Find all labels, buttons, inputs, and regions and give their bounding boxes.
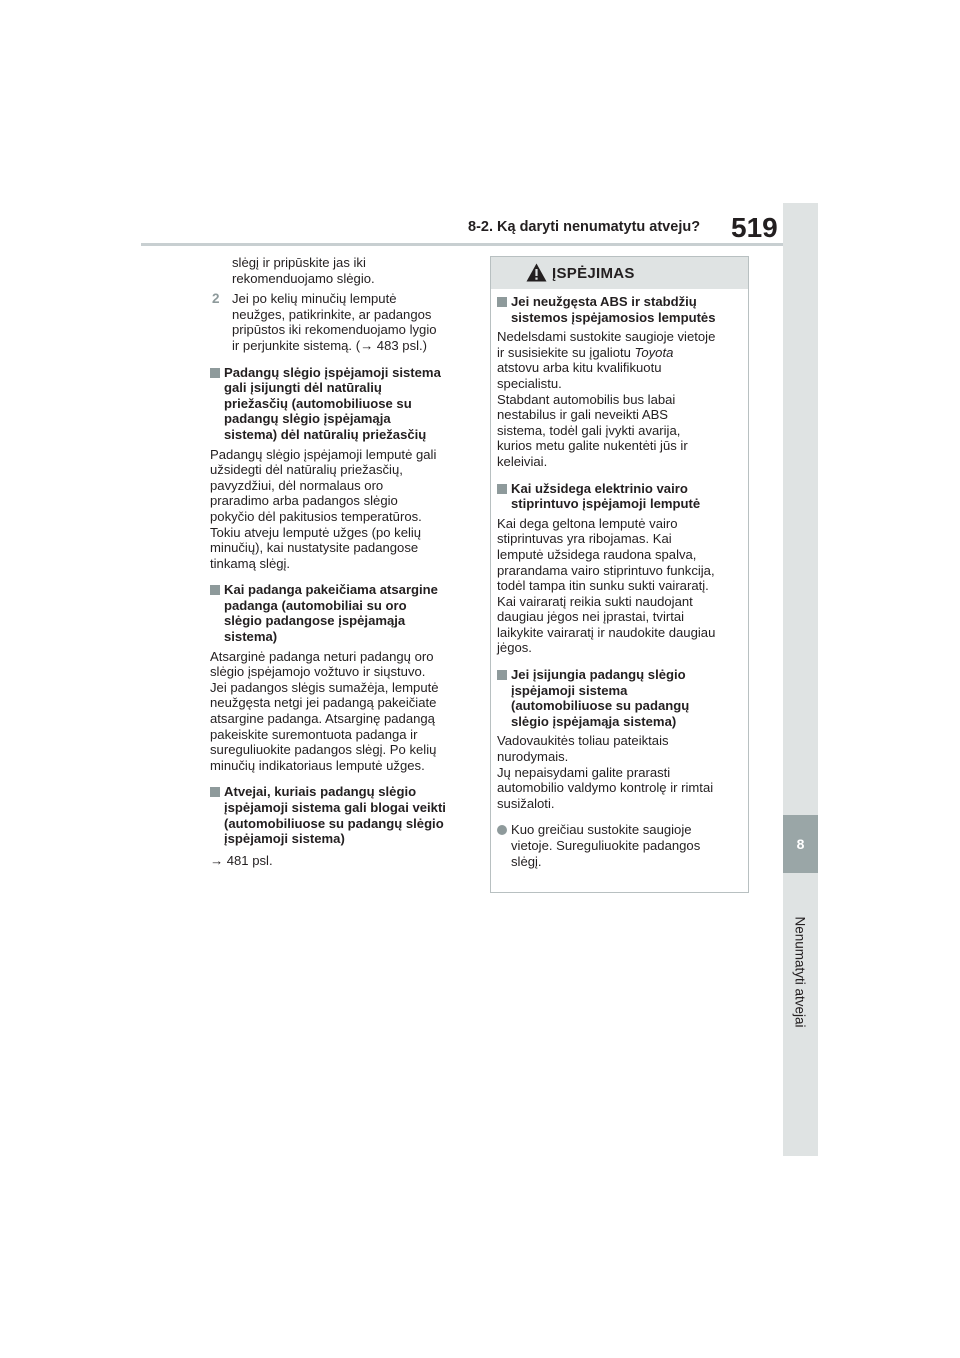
chapter-label: Nenumatyti atvejai — [792, 916, 808, 1028]
warning-item-heading: Kai užsidega elektrinio vairo stiprintuvo įspėjamoji lemputė — [497, 481, 739, 512]
warning-item-heading: Jei įsijungia padangų slėgio įspėjamoji sistema (automobiliuose su padangų slėgio įspėjamąja sistema) — [497, 667, 739, 729]
warning-title: ĮSPĖJIMAS — [552, 265, 635, 282]
square-bullet-icon — [497, 297, 507, 307]
square-bullet-icon — [497, 484, 507, 494]
round-bullet-icon — [497, 825, 507, 835]
warning-header — [491, 257, 748, 289]
section-body: Atsarginė padanga neturi padangų oro slėgio įspėjamojo vožtuvo ir siųstuvo. Jei padangos slėgis sumažėja, lemputė neužgęsta netgi jei padangą pakeičiate atsargine padanga. Atsarginę padangą pakeiskite suremontuota padanga ir sureguliuokite padangos slėgį. Po kelių minučių indikatoriaus lemputė užges. — [210, 648, 439, 773]
step-2: 2 Jei po kelių minučių lemputė neužges, patikrinkite, ar padangos pripūstos iki rekomenduojamo lygio ir perjunkite sistemą. (→ 483 psl.) — [212, 291, 437, 353]
warning-item-body: Vadovaukitės toliau pateiktais nurodymais. Jų nepaisydami galite prarasti automobilio valdymo kontrolę ir rimtai susižaloti. — [497, 733, 714, 811]
warning-item-body: Kai dega geltona lemputė vairo stiprintuvas yra ribojamas. Kai lemputė užsidega raudona spalva, prarandama vairo stiprintuvo funkcija, todėl tampa itin sunku sukti vairaratį. Kai vairaratį reikia sukti naudojant daugiau jėgos nei įprastai, tvirtai laikykite vairaratį ir naudokite daugiau jėgos. — [497, 515, 716, 656]
section-heading: Padangų slėgio įspėjamoji sistema gali įsijungti dėl natūralių priežasčių (automobiliuose su padangų slėgio įspėjamąja sistema) dėl natūralių priežasčių — [210, 365, 470, 443]
warning-body — [497, 291, 739, 869]
step-number: 2 — [212, 291, 220, 307]
continued-text: slėgį ir pripūskite jas iki rekomenduojamo slėgio. — [232, 255, 375, 286]
warning-triangle-icon — [526, 263, 547, 282]
warning-box — [490, 256, 749, 893]
square-bullet-icon — [210, 585, 220, 595]
square-bullet-icon — [210, 787, 220, 797]
section-body: Padangų slėgio įspėjamoji lemputė gali užsidegti dėl natūralių priežasčių, pavyzdžiui, dėl normalaus oro praradimo arba padangos slėgio pokyčio dėl pakitusios temperatūros. Tokiu atveju lemputė užges (po kelių minučių), kai nustatysite padangose tinkamą slėgį. — [210, 446, 437, 571]
page-number: 519 — [731, 212, 778, 243]
header-rule — [141, 243, 784, 246]
chapter-number: 8 — [783, 815, 818, 873]
square-bullet-icon — [210, 368, 220, 378]
section-title: 8-2. Ką daryti nenumatytu atveju? — [468, 219, 701, 235]
left-column — [210, 255, 470, 868]
warning-bullet: Kuo greičiau sustokite saugioje vietoje. Sureguliuokite padangos slėgį. — [497, 822, 739, 869]
page-reference: → 481 psl. — [210, 852, 273, 868]
warning-item-heading: Jei neužgęsta ABS ir stabdžių sistemos įspėjamosios lemputės — [497, 294, 739, 325]
section-heading: Kai padanga pakeičiama atsargine padanga (automobiliai su oro slėgio padangose įspėjamąja sistema) — [210, 582, 470, 644]
section-heading: Atvejai, kuriais padangų slėgio įspėjamoji sistema gali blogai veikti (automobiliuose su padangų slėgio įspėjamoji sistema) — [210, 784, 470, 846]
brand-name: Toyota — [634, 344, 674, 360]
warning-item-body: Nedelsdami sustokite saugioje vietoje ir susisiekite su įgaliotu Toyota atstovu arba kitu kvalifikuotu specialistu. Stabdant automobilis bus labai nestabilus ir gali neveikti ABS sistema, todėl gali įvykti avarija, kurios metu galite nukentėti jūs ir keleiviai. — [497, 329, 716, 469]
square-bullet-icon — [497, 670, 507, 680]
